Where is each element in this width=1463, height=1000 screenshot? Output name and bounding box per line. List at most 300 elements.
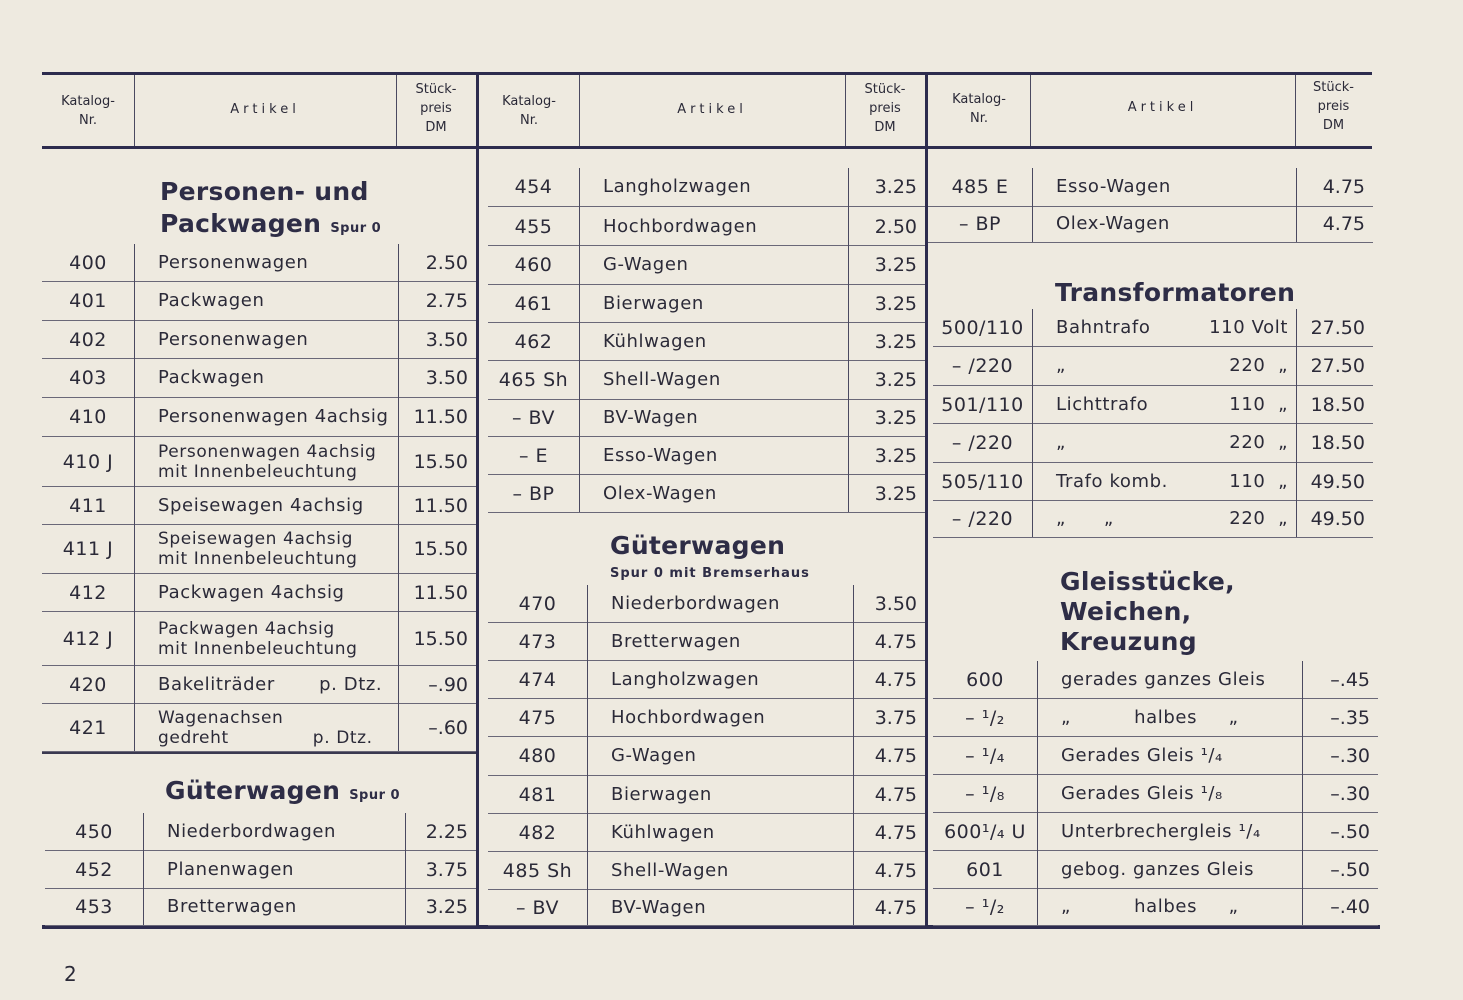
- article-name: [158, 321, 396, 358]
- unit-price: –.45: [1330, 668, 1370, 691]
- article-line: Speisewagen 4achsig: [158, 529, 353, 549]
- article-name: [603, 361, 846, 399]
- article-line: Personenwagen 4achsig: [158, 406, 389, 427]
- header-text: preis: [420, 101, 452, 116]
- article-name: [158, 244, 396, 281]
- table-row: [42, 574, 476, 611]
- column-rule: [1296, 309, 1297, 537]
- article-name: [611, 776, 851, 813]
- unit-price: 18.50: [1310, 393, 1365, 416]
- catalog-number: 481: [518, 783, 557, 806]
- table-row: [488, 623, 925, 660]
- article-name: [611, 814, 851, 851]
- heading-spur: Spur 0: [349, 788, 401, 803]
- table-row: [933, 851, 1378, 888]
- unit-price: 15.50: [413, 538, 468, 560]
- header-text: Stück-: [415, 82, 457, 97]
- article-name: [167, 851, 403, 888]
- article-name: [603, 323, 846, 360]
- article-name: [1056, 206, 1294, 242]
- table-row: [933, 424, 1373, 462]
- header-preis: [396, 80, 476, 137]
- article-name: [158, 398, 396, 436]
- article-name: [603, 246, 846, 284]
- header-katalog: [928, 90, 1030, 128]
- catalog-number: 501/110: [941, 393, 1024, 416]
- row-rule: [42, 752, 476, 754]
- heading-gueterwagen-bremserhaus: Güterwagen: [610, 531, 786, 560]
- article-line: Personenwagen 4achsig: [158, 441, 377, 462]
- table-row: [933, 737, 1378, 774]
- column-rule: [398, 244, 399, 751]
- column-rule: [1037, 661, 1038, 925]
- unit-price: 2.25: [425, 820, 468, 843]
- top-rule: [42, 72, 1372, 75]
- article-name: [158, 574, 396, 611]
- voltage: 220 „: [1229, 508, 1288, 529]
- header-rule: [42, 146, 1372, 149]
- voltage: 110 „: [1229, 393, 1288, 415]
- table-row: [45, 851, 476, 888]
- catalog-number: 473: [518, 630, 557, 653]
- header-text: preis: [1317, 99, 1350, 114]
- unit-price: 15.50: [413, 450, 468, 473]
- catalog-number: 403: [69, 367, 107, 389]
- catalog-number: 410 J: [62, 450, 114, 473]
- article-name: [603, 475, 846, 512]
- row-rule: [928, 242, 1373, 243]
- heading-personen-packwagen: [160, 176, 381, 245]
- heading-word: Güterwagen: [165, 776, 341, 805]
- unit-price: 11.50: [413, 581, 468, 604]
- voltage: 110 „: [1229, 470, 1288, 492]
- article-name: [603, 285, 846, 322]
- header-text: Katalog-: [952, 92, 1006, 107]
- article-line: Shell-Wagen: [611, 859, 729, 881]
- article-name: „ „: [1056, 508, 1114, 529]
- unit-price: 3.25: [874, 407, 917, 429]
- unit-price: 4.75: [874, 745, 917, 767]
- row-rule: [488, 512, 925, 513]
- unit-price: 3.25: [874, 330, 917, 353]
- row-rule: [933, 925, 1378, 926]
- row-rule: [45, 925, 476, 926]
- table-row: [933, 309, 1373, 346]
- column-rule: [848, 168, 849, 512]
- column-rule: [134, 244, 135, 751]
- header-divider: [396, 75, 397, 146]
- table-row: [933, 463, 1373, 500]
- article-line: Wagenachsen: [158, 707, 284, 728]
- catalog-number: – ¹/₂: [965, 706, 1005, 729]
- catalog-number: – ¹/₄: [965, 744, 1005, 767]
- article-name: [158, 704, 396, 751]
- heading-line: Gleisstücke,: [1060, 567, 1235, 596]
- table-row: [42, 666, 476, 703]
- article-name: [611, 585, 851, 622]
- header-preis: [1295, 78, 1372, 135]
- unit-price: 3.25: [425, 896, 468, 918]
- header-text: Katalog-: [502, 94, 556, 109]
- table-row: [42, 321, 476, 358]
- unit-price: 27.50: [1310, 355, 1365, 377]
- unit-price: 27.50: [1310, 316, 1365, 339]
- heading-line: Personen- und: [160, 177, 369, 206]
- header-divider: [1030, 75, 1031, 146]
- header-artikel: Artikel: [677, 102, 747, 117]
- article-line: Planenwagen: [167, 858, 295, 880]
- article-line: Packwagen: [158, 290, 265, 311]
- catalog-number: – BP: [512, 482, 555, 505]
- article-line: BV-Wagen: [611, 896, 707, 918]
- column-rule: [1032, 168, 1033, 242]
- table-row: [42, 359, 476, 397]
- table-row: [933, 501, 1373, 537]
- article-line: Bierwagen: [611, 783, 712, 805]
- table-row: [488, 475, 925, 512]
- catalog-number: – ¹/₂: [965, 896, 1005, 918]
- heading-gueterwagen: [165, 775, 400, 812]
- article-name: Bahntrafo: [1056, 316, 1151, 338]
- catalog-number: – /220: [951, 432, 1014, 454]
- table-row: [933, 347, 1373, 385]
- article-line: mit Innenbeleuchtung: [158, 638, 358, 659]
- article-line: Langholzwagen: [603, 176, 752, 197]
- column-rule: [405, 813, 406, 925]
- table-row: [488, 400, 925, 436]
- header-preis: [845, 80, 925, 137]
- article-name: „: [1056, 355, 1066, 376]
- table-row: [488, 168, 925, 206]
- header-text: DM: [874, 120, 896, 135]
- column-rule: [1032, 309, 1033, 537]
- article-name: [167, 813, 403, 850]
- article-name: gerades ganzes Gleis: [1061, 668, 1266, 690]
- catalog-number: 402: [69, 328, 107, 351]
- table-row: [42, 437, 476, 486]
- article-name: [611, 623, 851, 660]
- article-line: Packwagen 4achsig: [158, 581, 345, 603]
- catalog-number: 421: [69, 716, 107, 739]
- unit-price: 18.50: [1310, 432, 1365, 454]
- catalog-number: 600: [966, 668, 1004, 691]
- article-line: Esso-Wagen: [1056, 176, 1171, 197]
- unit-price: 3.25: [874, 369, 917, 391]
- article-name: [158, 525, 396, 573]
- article-name: [611, 737, 851, 775]
- row-rule: [488, 206, 925, 207]
- article-line: BV-Wagen: [603, 407, 699, 428]
- table-row: [42, 398, 476, 436]
- column-rule: [579, 168, 580, 512]
- table-row: [488, 699, 925, 736]
- table-row: [933, 775, 1378, 812]
- header-katalog: [42, 92, 134, 130]
- article-line: G-Wagen: [611, 745, 697, 766]
- column-rule: [1302, 661, 1303, 925]
- table-row: [488, 285, 925, 322]
- unit-price: –.90: [428, 673, 468, 696]
- catalog-number: 454: [514, 176, 553, 198]
- unit-price: –.35: [1330, 706, 1370, 729]
- article-name: [158, 282, 396, 320]
- table-row: [488, 737, 925, 775]
- heading-line: Kreuzung: [1060, 627, 1197, 656]
- unit-price: 4.75: [874, 821, 917, 844]
- catalog-number: 461: [514, 292, 553, 315]
- column-rule: [1296, 168, 1297, 242]
- header-katalog: [479, 92, 579, 130]
- catalog-number: 411 J: [62, 538, 114, 560]
- header-text: DM: [425, 120, 447, 135]
- table-row: [933, 889, 1378, 925]
- article-line: Hochbordwagen: [611, 706, 766, 728]
- catalog-number: – /220: [951, 508, 1014, 530]
- catalog-number: – ¹/₈: [965, 782, 1005, 805]
- column-rule: [853, 585, 854, 925]
- table-row: [488, 661, 925, 698]
- header-text: Nr.: [969, 111, 988, 126]
- article-line: Olex-Wagen: [603, 482, 717, 504]
- header-text: Nr.: [78, 113, 97, 128]
- voltage: 110 Volt: [1209, 316, 1288, 338]
- catalog-number: 475: [518, 706, 557, 729]
- article-line: gedreht p. Dtz.: [158, 727, 373, 748]
- catalog-number: 455: [514, 215, 553, 238]
- unit-price: 2.75: [425, 290, 468, 312]
- article-name: „ halbes „: [1061, 896, 1239, 917]
- heading-gleisstuecke: [1060, 567, 1235, 657]
- unit-price: 4.75: [874, 630, 917, 653]
- article-name: Gerades Gleis ¹/₄: [1061, 744, 1223, 766]
- article-name: [611, 852, 851, 889]
- catalog-number: 482: [518, 821, 557, 844]
- heading-line: [160, 208, 381, 245]
- table-row: [488, 585, 925, 622]
- unit-price: 3.25: [874, 176, 917, 198]
- article-name: [603, 208, 846, 245]
- catalog-number: 450: [75, 820, 113, 843]
- article-name: [603, 400, 846, 436]
- heading-spur: Spur 0: [330, 221, 382, 236]
- table-row: [488, 437, 925, 474]
- article-name: „ halbes „: [1061, 706, 1239, 728]
- article-line: mit Innenbeleuchtung: [158, 549, 358, 569]
- unit-price: 3.75: [425, 858, 468, 881]
- article-name: Lichttrafo: [1056, 393, 1149, 415]
- page-number: 2: [64, 962, 77, 986]
- article-name: [158, 666, 396, 703]
- header-divider: [134, 75, 135, 146]
- header-text: Stück-: [864, 82, 906, 97]
- unit-price: 2.50: [425, 251, 468, 274]
- table-row: [42, 525, 476, 573]
- article-line: Niederbordwagen: [167, 820, 337, 842]
- article-line: Olex-Wagen: [1056, 213, 1170, 234]
- unit-price: 4.75: [1322, 176, 1365, 198]
- catalog-number: – BP: [958, 213, 1002, 235]
- catalog-number: 400: [69, 251, 107, 274]
- catalog-number: 412: [69, 581, 107, 604]
- article-name: gebog. ganzes Gleis: [1061, 858, 1255, 880]
- article-line: Speisewagen 4achsig: [158, 494, 364, 516]
- article-line: Bretterwagen: [167, 896, 297, 917]
- catalog-number: 480: [518, 745, 557, 767]
- voltage: 220 „: [1229, 432, 1288, 453]
- article-line: Shell-Wagen: [603, 369, 721, 390]
- catalog-number: 420: [69, 673, 107, 696]
- catalog-number: – /220: [951, 355, 1014, 377]
- catalog-number: 411: [69, 494, 107, 517]
- row-rule: [488, 925, 925, 926]
- table-row: [42, 244, 476, 281]
- unit-price: –.30: [1330, 744, 1370, 767]
- column-rule: [587, 585, 588, 925]
- article-line: Bakeliträder p. Dtz.: [158, 673, 383, 695]
- unit-price: –.40: [1330, 896, 1370, 918]
- unit-price: 3.25: [874, 444, 917, 467]
- article-line: G-Wagen: [603, 254, 689, 275]
- article-line: Bretterwagen: [611, 630, 741, 652]
- unit-price: 11.50: [413, 406, 468, 428]
- table-row: [488, 776, 925, 813]
- catalog-number: 465 Sh: [498, 369, 569, 391]
- unit-price: 4.75: [874, 896, 917, 919]
- column-rule: [143, 813, 144, 925]
- section-divider: [476, 72, 479, 928]
- unit-price: 11.50: [413, 494, 468, 517]
- table-row: [488, 890, 925, 925]
- unit-price: –.60: [428, 716, 468, 739]
- catalog-number: 410: [69, 406, 107, 428]
- catalog-number: 485 E: [951, 176, 1009, 198]
- unit-price: 3.25: [874, 254, 917, 276]
- article-line: Kühlwagen: [603, 330, 707, 352]
- voltage: 220 „: [1229, 355, 1288, 376]
- catalog-number: 460: [514, 254, 553, 276]
- article-name: „: [1056, 432, 1066, 453]
- article-line: Niederbordwagen: [611, 592, 781, 614]
- unit-price: 3.25: [874, 482, 917, 505]
- article-line: Hochbordwagen: [603, 215, 758, 237]
- catalog-number: 453: [75, 896, 113, 918]
- header-text: Stück-: [1313, 80, 1354, 95]
- heading-transformatoren: Transformatoren: [1055, 278, 1296, 307]
- unit-price: 3.25: [874, 292, 917, 315]
- header-text: Katalog-: [61, 94, 115, 109]
- table-row: [488, 361, 925, 399]
- catalog-number: 485 Sh: [502, 859, 573, 882]
- table-row: [488, 208, 925, 245]
- article-line: Packwagen: [158, 367, 265, 388]
- catalog-number: 600¹/₄ U: [944, 820, 1026, 843]
- article-line: Langholzwagen: [611, 668, 760, 690]
- unit-price: 4.75: [874, 783, 917, 806]
- unit-price: –.30: [1330, 782, 1370, 805]
- article-name: [158, 487, 396, 524]
- table-row: [488, 814, 925, 851]
- catalog-number: 452: [75, 858, 113, 881]
- catalog-number: 500/110: [941, 316, 1024, 339]
- article-line: Personenwagen: [158, 251, 309, 273]
- header-divider: [579, 75, 580, 146]
- catalog-number: – E: [518, 444, 549, 467]
- catalog-number: 474: [518, 668, 557, 691]
- unit-price: 3.75: [874, 706, 917, 729]
- unit-price: 49.50: [1310, 470, 1365, 493]
- table-row: [488, 852, 925, 889]
- header-text: preis: [869, 101, 901, 116]
- row-rule: [933, 537, 1373, 538]
- table-row: [933, 661, 1378, 698]
- article-line: Packwagen 4achsig: [158, 618, 335, 639]
- table-row: [488, 246, 925, 284]
- article-line: mit Innenbeleuchtung: [158, 461, 358, 482]
- article-line: Kühlwagen: [611, 821, 715, 843]
- article-line: Personenwagen: [158, 328, 309, 350]
- table-row: [933, 386, 1373, 423]
- catalog-number: – BV: [512, 407, 555, 429]
- unit-price: 3.50: [874, 592, 917, 615]
- header-text: Nr.: [519, 113, 538, 128]
- table-row: [928, 168, 1373, 206]
- unit-price: 2.50: [874, 215, 917, 238]
- heading-line: Weichen,: [1060, 597, 1192, 626]
- unit-price: –.50: [1330, 820, 1370, 843]
- article-line: Esso-Wagen: [603, 444, 718, 466]
- table-row: [42, 282, 476, 320]
- unit-price: 3.50: [425, 328, 468, 351]
- table-row: [42, 487, 476, 524]
- unit-price: 4.75: [1322, 213, 1365, 235]
- catalog-number: 601: [966, 858, 1004, 881]
- article-name: [603, 437, 846, 474]
- article-name: Gerades Gleis ¹/₈: [1061, 782, 1223, 804]
- article-line: Bierwagen: [603, 292, 704, 314]
- heading-word: Packwagen: [160, 209, 322, 238]
- catalog-number: – BV: [516, 896, 559, 919]
- table-row: [42, 704, 476, 751]
- article-name: Unterbrechergleis ¹/₄: [1061, 820, 1261, 842]
- article-name: [611, 661, 851, 698]
- header-text: DM: [1322, 118, 1345, 133]
- unit-price: 49.50: [1310, 508, 1365, 530]
- table-row: [488, 323, 925, 360]
- catalog-number: 505/110: [941, 470, 1024, 493]
- header-divider: [845, 75, 846, 146]
- article-name: [167, 889, 403, 925]
- catalog-number: 401: [69, 290, 107, 312]
- article-name: [611, 699, 851, 736]
- table-row: [928, 206, 1373, 242]
- article-name: [158, 612, 396, 665]
- table-row: [933, 813, 1378, 850]
- table-row: [42, 612, 476, 665]
- header-artikel: Artikel: [230, 102, 300, 117]
- article-name: [158, 437, 396, 486]
- header-divider: [1295, 75, 1296, 146]
- unit-price: 3.50: [425, 367, 468, 389]
- article-name: [158, 359, 396, 397]
- article-name: Trafo komb.: [1056, 470, 1168, 492]
- unit-price: 15.50: [413, 627, 468, 650]
- header-artikel: Artikel: [1127, 100, 1198, 115]
- catalog-number: 462: [514, 330, 553, 353]
- article-name: [1056, 168, 1294, 206]
- unit-price: 4.75: [874, 859, 917, 882]
- catalog-number: 470: [518, 592, 557, 615]
- table-row: [933, 699, 1378, 736]
